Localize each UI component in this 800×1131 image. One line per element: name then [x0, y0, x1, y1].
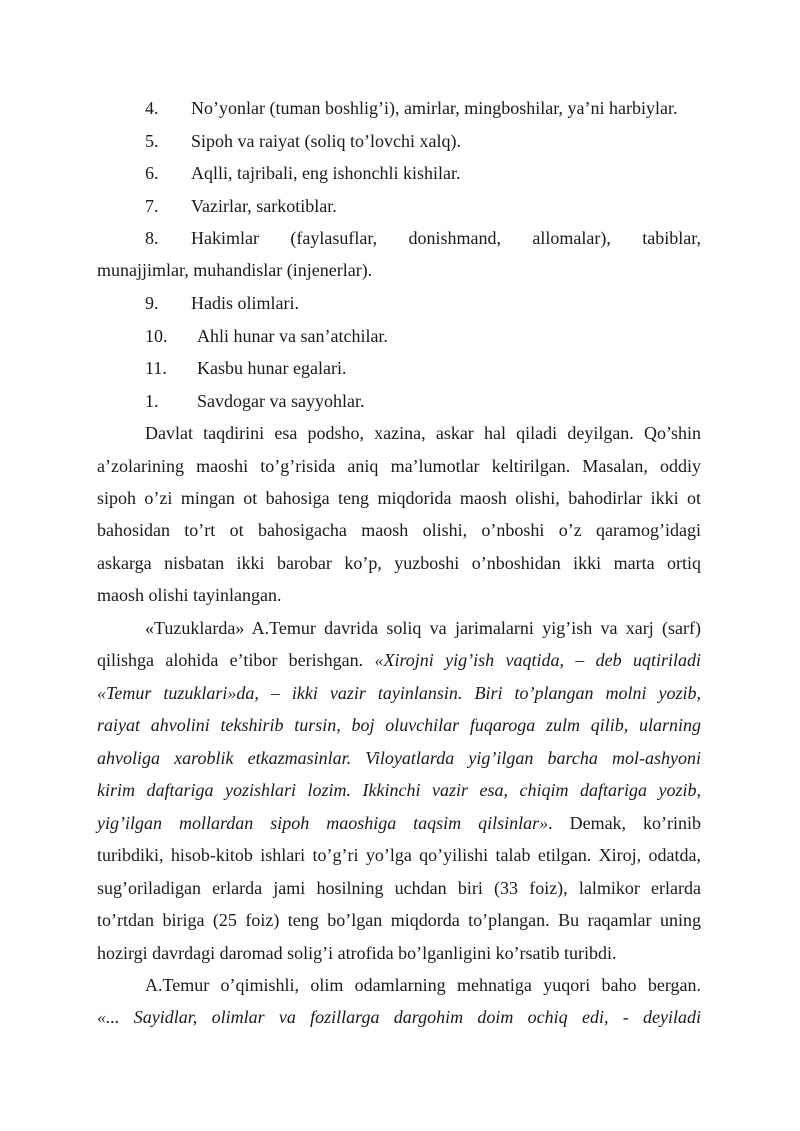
- plain-text: qilishga alohida e’tibor berishgan.: [97, 650, 375, 670]
- list-text-continuation: munajjimlar, muhandislar (injenerlar).: [97, 260, 373, 280]
- quote-text: raiyat ahvolini tekshirib tursin, boj oluvchilar fuqaroga zulm qilib, ularning: [97, 715, 701, 735]
- paragraph-line: a’zolarining maoshi to’g’risida aniq ma’lumotlar keltirilgan. Masalan, oddiy: [97, 456, 701, 476]
- paragraph-line: [97, 650, 701, 670]
- list-number: 5.: [145, 131, 159, 151]
- quote-text: yig’ilgan mollardan sipoh maoshiga taqsim qilsinlar»: [97, 813, 549, 833]
- list-number: 10.: [145, 326, 168, 346]
- list-text: Sipoh va raiyat (soliq to’lovchi xalq).: [191, 131, 461, 151]
- list-number: 11.: [145, 358, 167, 378]
- quote-line: [97, 1007, 701, 1027]
- list-number: 1.: [145, 391, 159, 411]
- paragraph-line: hozirgi davrdagi daromad solig’i atrofida bo’lganligini ko’rsatib turibdi.: [97, 943, 617, 963]
- quote-line: [97, 715, 701, 735]
- list-text: Ahli hunar va san’atchilar.: [197, 326, 388, 346]
- paragraph-line: Davlat taqdirini esa podsho, xazina, askar hal qiladi deyilgan. Qo’shin: [145, 423, 701, 443]
- quote-text: «Temur tuzuklari»da, – ikki vazir tayinlansin. Biri to’plangan molni yozib,: [97, 683, 701, 703]
- paragraph-line: to’rtdan biriga (25 foiz) teng bo’lgan miqdorda to’plangan. Bu raqamlar uning: [97, 910, 701, 930]
- list-text: Vazirlar, sarkotiblar.: [191, 196, 337, 216]
- paragraph-line: maosh olishi tayinlangan.: [97, 585, 282, 605]
- paragraph-line: [97, 813, 701, 833]
- list-number: 9.: [145, 293, 159, 313]
- list-text: Savdogar va sayyohlar.: [197, 391, 365, 411]
- list-number: 8.: [145, 228, 159, 248]
- quote-line: [97, 780, 701, 800]
- list-text: Hakimlar (faylasuflar, donishmand, allomalar), tabiblar,: [191, 228, 701, 248]
- paragraph-line: askarga nisbatan ikki barobar ko’p, yuzboshi o’nboshidan ikki marta ortiq: [97, 553, 701, 573]
- list-text: Hadis olimlari.: [191, 293, 299, 313]
- list-number: 7.: [145, 196, 159, 216]
- list-number: 6.: [145, 163, 159, 183]
- paragraph-line: turibdiki, hisob-kitob ishlari to’g’ri yo’lga qo’yilishi talab etilgan. Xiroj, odatda,: [97, 845, 701, 865]
- quote-text: «... Sayidlar, olimlar va fozillarga dargohim doim ochiq edi, - deyiladi: [97, 1007, 701, 1027]
- paragraph-line: A.Temur o’qimishli, olim odamlarning mehnatiga yuqori baho bergan.: [145, 975, 701, 995]
- plain-text: . Demak, ko’rinib: [548, 813, 701, 833]
- quote-text: ahvoliga xaroblik etkazmasinlar. Viloyatlarda yig’ilgan barcha mol-ashyoni: [97, 748, 701, 768]
- paragraph-line: sug’oriladigan erlarda jami hosilning uchdan biri (33 foiz), lalmikor erlarda: [97, 878, 701, 898]
- quote-text: «Xirojni yig’ish vaqtida, – deb uqtiriladi: [374, 650, 701, 670]
- list-text: No’yonlar (tuman boshlig’i), amirlar, mingboshilar, ya’ni harbiylar.: [191, 98, 678, 118]
- quote-line: [97, 683, 701, 703]
- paragraph-line: bahosidan to’rt ot bahosigacha maosh olishi, o’nboshi o’z qaramog’idagi: [97, 520, 701, 540]
- paragraph-line: «Tuzuklarda» A.Temur davrida soliq va jarimalarni yig’ish va xarj (sarf): [145, 618, 701, 638]
- quote-line: [97, 748, 701, 768]
- list-text: Kasbu hunar egalari.: [197, 358, 347, 378]
- list-number: 4.: [145, 98, 159, 118]
- list-text: Aqlli, tajribali, eng ishonchli kishilar.: [191, 163, 461, 183]
- paragraph-line: sipoh o’zi mingan ot bahosiga teng miqdorida maosh olishi, bahodirlar ikki ot: [97, 488, 701, 508]
- quote-text: kirim daftariga yozishlari lozim. Ikkinchi vazir esa, chiqim daftariga yozib,: [97, 780, 701, 800]
